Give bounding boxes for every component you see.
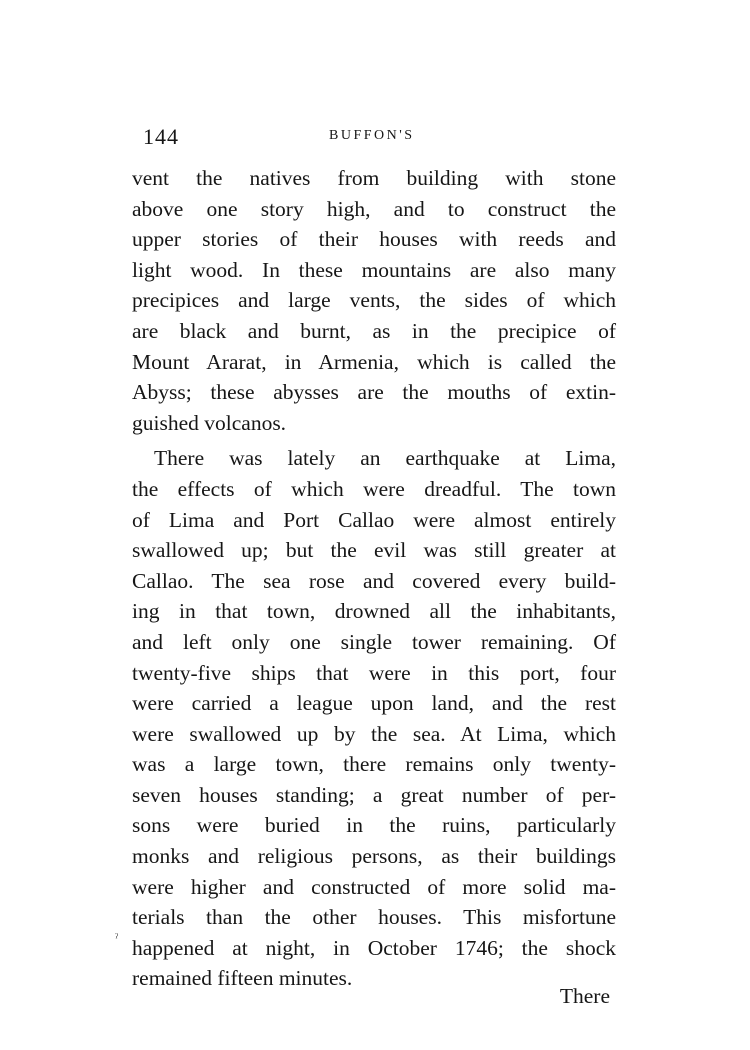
- text-line: above one story high, and to construct the: [132, 196, 616, 221]
- text-line: terials than the other houses. This misfortune: [132, 905, 616, 930]
- text-line: light wood. In these mountains are also many: [132, 257, 616, 282]
- margin-mark: ˀ: [115, 930, 119, 945]
- paragraph: [132, 443, 616, 994]
- text-line: were higher and constructed of more solid ma-: [132, 874, 616, 899]
- text-line: Abyss; these abysses are the mouths of extin-: [132, 380, 616, 405]
- catchword: There: [559, 984, 610, 1008]
- text-line: seven houses standing; a great number of per-: [132, 782, 616, 807]
- text-line: was a large town, there remains only twenty-: [132, 752, 616, 777]
- running-head: [143, 124, 617, 154]
- text-line: remained fifteen minutes.: [132, 966, 353, 991]
- text-line: the effects of which were dreadful. The town: [132, 476, 616, 501]
- text-line: swallowed up; but the evil was still greater at: [132, 538, 616, 563]
- body-text: [132, 163, 616, 994]
- text-line: monks and religious persons, as their buildings: [132, 844, 616, 869]
- running-title: BUFFON'S: [329, 128, 415, 143]
- text-line: guished volcanos.: [132, 410, 287, 435]
- paragraph: [132, 163, 616, 438]
- text-line: Callao. The sea rose and covered every build-: [132, 568, 616, 593]
- page-number: 144: [143, 124, 179, 149]
- text-line: of Lima and Port Callao were almost entirely: [132, 507, 616, 532]
- text-line: and left only one single tower remaining. Of: [132, 629, 616, 654]
- text-line: happened at night, in October 1746; the shock: [132, 935, 616, 960]
- text-line: precipices and large vents, the sides of which: [132, 288, 616, 313]
- text-line: were swallowed up by the sea. At Lima, which: [132, 721, 616, 746]
- text-line: twenty-five ships that were in this port, four: [132, 660, 616, 685]
- text-line: ing in that town, drowned all the inhabitants,: [132, 599, 616, 624]
- text-line: vent the natives from building with stone: [132, 166, 616, 190]
- text-line: were carried a league upon land, and the rest: [132, 691, 616, 716]
- text-line: Mount Ararat, in Armenia, which is called the: [132, 349, 616, 374]
- text-line: upper stories of their houses with reeds and: [132, 227, 616, 252]
- text-line: There was lately an earthquake at Lima,: [154, 446, 616, 471]
- text-line: are black and burnt, as in the precipice of: [132, 318, 616, 343]
- text-line: sons were buried in the ruins, particularly: [132, 813, 616, 838]
